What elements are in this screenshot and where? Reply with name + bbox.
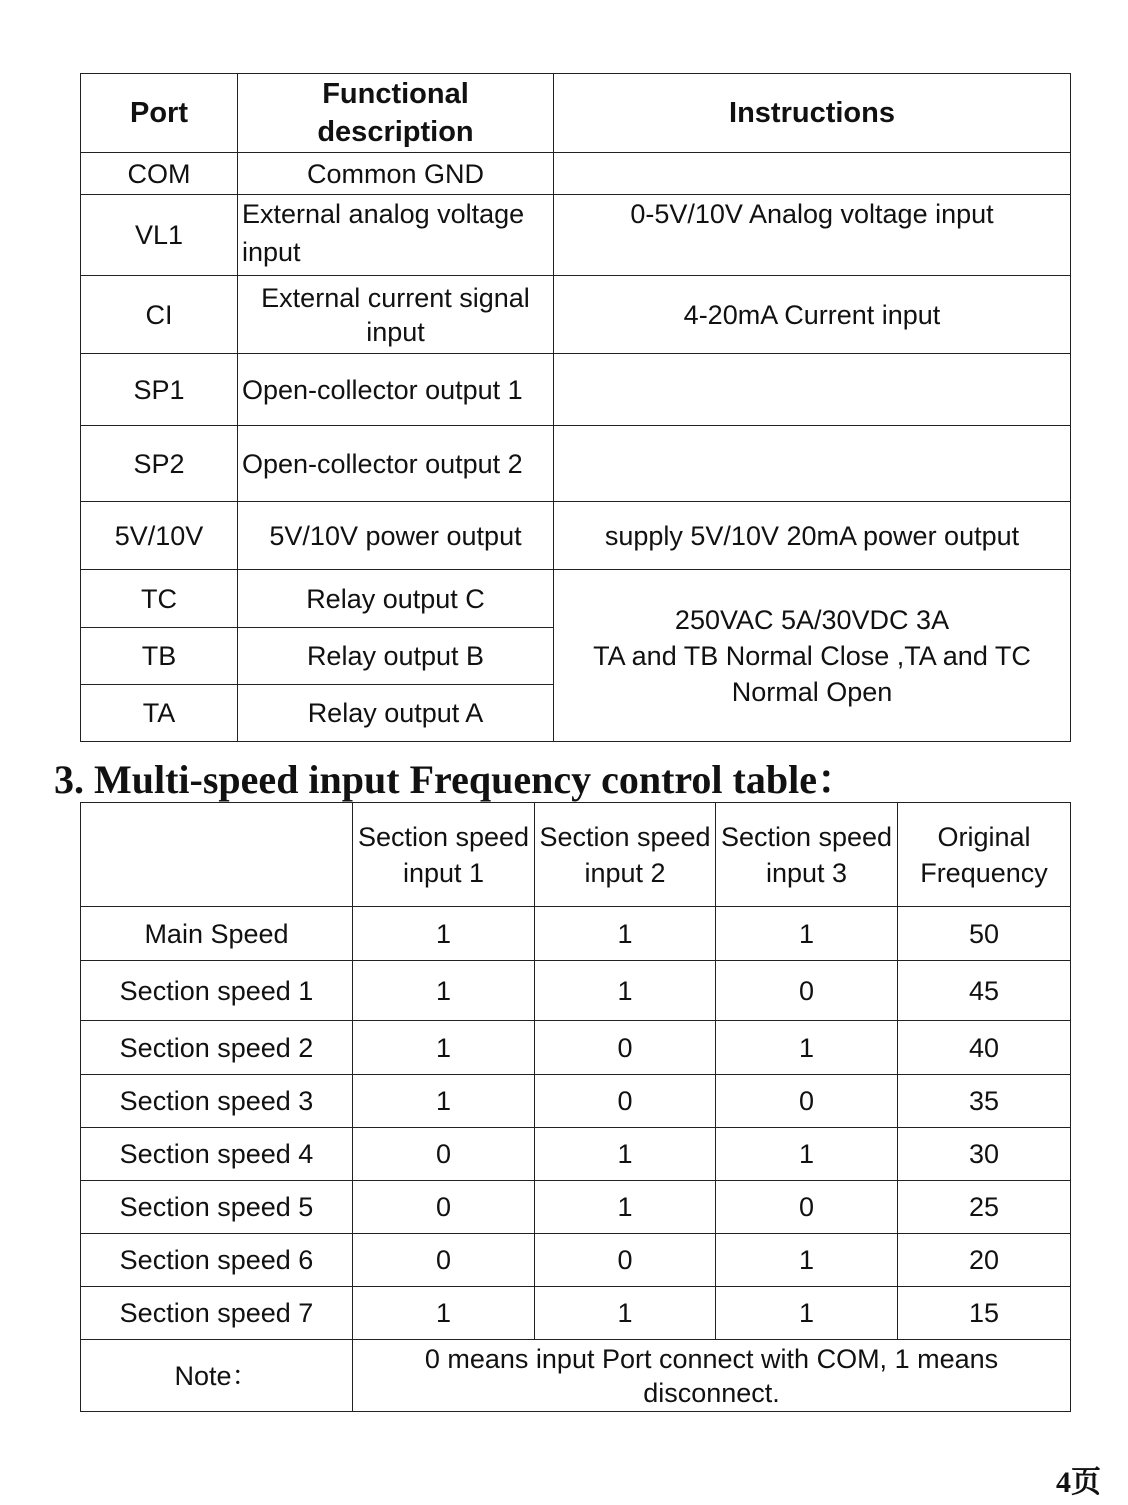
input-cell: 1 [353,961,535,1021]
speed-label-cell: Section speed 5 [81,1181,353,1234]
table-row [81,1021,1071,1075]
input-cell: 0 [535,1075,716,1128]
function-cell: External analog voltage input [238,195,554,276]
table-row [81,1287,1071,1340]
function-cell: 5V/10V power output [238,502,554,570]
instructions-cell: supply 5V/10V 20mA power output [554,502,1071,570]
speed-label-cell: Section speed 1 [81,961,353,1021]
speed-label-cell: Main Speed [81,907,353,961]
port-cell: SP2 [81,426,238,502]
frequency-cell: 25 [898,1181,1071,1234]
table-header-row [81,74,1071,153]
frequency-cell: 50 [898,907,1071,961]
input-cell: 1 [535,1128,716,1181]
column-header-port: Port [81,74,238,153]
frequency-cell: 40 [898,1021,1071,1075]
input-cell: 1 [716,1128,898,1181]
table-row [81,1128,1071,1181]
port-cell: TB [81,628,238,685]
input-cell: 0 [353,1234,535,1287]
input-cell: 1 [716,1234,898,1287]
function-cell: External current signal input [238,276,554,354]
port-cell: TA [81,685,238,742]
function-cell: Relay output A [238,685,554,742]
port-cell: SP1 [81,354,238,426]
table-row [81,502,1071,570]
input-cell: 1 [353,1075,535,1128]
input-cell: 0 [353,1128,535,1181]
table-row [81,354,1071,426]
input-cell: 0 [716,1181,898,1234]
speed-label-cell: Section speed 2 [81,1021,353,1075]
table-row [81,1075,1071,1128]
input-cell: 1 [535,961,716,1021]
column-header-input3: Section speed input 3 [716,803,898,907]
table-row [81,1234,1071,1287]
section-heading: 3. Multi-speed input Frequency control table： [54,757,857,802]
input-cell: 1 [535,1287,716,1340]
input-cell: 1 [353,907,535,961]
column-header-frequency: Original Frequency [898,803,1071,907]
table-row [81,426,1071,502]
input-cell: 1 [716,1021,898,1075]
frequency-cell: 30 [898,1128,1071,1181]
note-row [81,1340,1071,1412]
column-header-input2: Section speed input 2 [535,803,716,907]
instructions-cell: 4-20mA Current input [554,276,1071,354]
port-cell: TC [81,570,238,628]
port-cell: VL1 [81,195,238,276]
speed-rows [81,907,1071,1340]
port-cell: CI [81,276,238,354]
column-header-function: Functional description [238,74,554,153]
column-header-instructions: Instructions [554,74,1071,153]
table-row [81,961,1071,1021]
input-cell: 1 [353,1287,535,1340]
input-cell: 0 [353,1181,535,1234]
input-cell: 1 [353,1021,535,1075]
table-row [81,907,1071,961]
table-header-row [81,803,1071,907]
instructions-cell [554,354,1071,426]
relay-instructions-line2: TA and TB Normal Close ,TA and TC Normal Open [593,640,1031,707]
instructions-cell: 0-5V/10V Analog voltage input [554,195,1071,276]
column-header-blank [81,803,353,907]
page-number: 4页 [1056,1466,1101,1499]
input-cell: 1 [716,907,898,961]
function-cell: Open-collector output 2 [238,426,554,502]
function-cell: Relay output C [238,570,554,628]
instructions-cell [554,153,1071,195]
input-cell: 0 [535,1021,716,1075]
frequency-cell: 15 [898,1287,1071,1340]
speed-label-cell: Section speed 4 [81,1128,353,1181]
input-cell: 0 [535,1234,716,1287]
input-cell: 1 [535,907,716,961]
speed-label-cell: Section speed 6 [81,1234,353,1287]
table-row [81,1181,1071,1234]
note-label: Note： [81,1340,353,1412]
note-text: 0 means input Port connect with COM, 1 means disconnect. [353,1340,1071,1412]
table-row [81,195,1071,276]
frequency-cell: 35 [898,1075,1071,1128]
port-cell: COM [81,153,238,195]
frequency-cell: 45 [898,961,1071,1021]
input-cell: 0 [716,961,898,1021]
input-cell: 1 [535,1181,716,1234]
function-cell: Relay output B [238,628,554,685]
column-header-input1: Section speed input 1 [353,803,535,907]
table-row [81,570,1071,628]
input-cell: 1 [716,1287,898,1340]
function-cell: Common GND [238,153,554,195]
relay-instructions-cell [554,570,1071,742]
frequency-cell: 20 [898,1234,1071,1287]
function-cell: Open-collector output 1 [238,354,554,426]
speed-label-cell: Section speed 3 [81,1075,353,1128]
table-row [81,153,1071,195]
relay-instructions-line1: 250VAC 5A/30VDC 3A [674,604,950,635]
instructions-cell [554,426,1071,502]
table-row [81,276,1071,354]
input-cell: 0 [716,1075,898,1128]
port-functions-table [80,73,1071,742]
port-cell: 5V/10V [81,502,238,570]
multi-speed-table [80,802,1071,1412]
speed-label-cell: Section speed 7 [81,1287,353,1340]
